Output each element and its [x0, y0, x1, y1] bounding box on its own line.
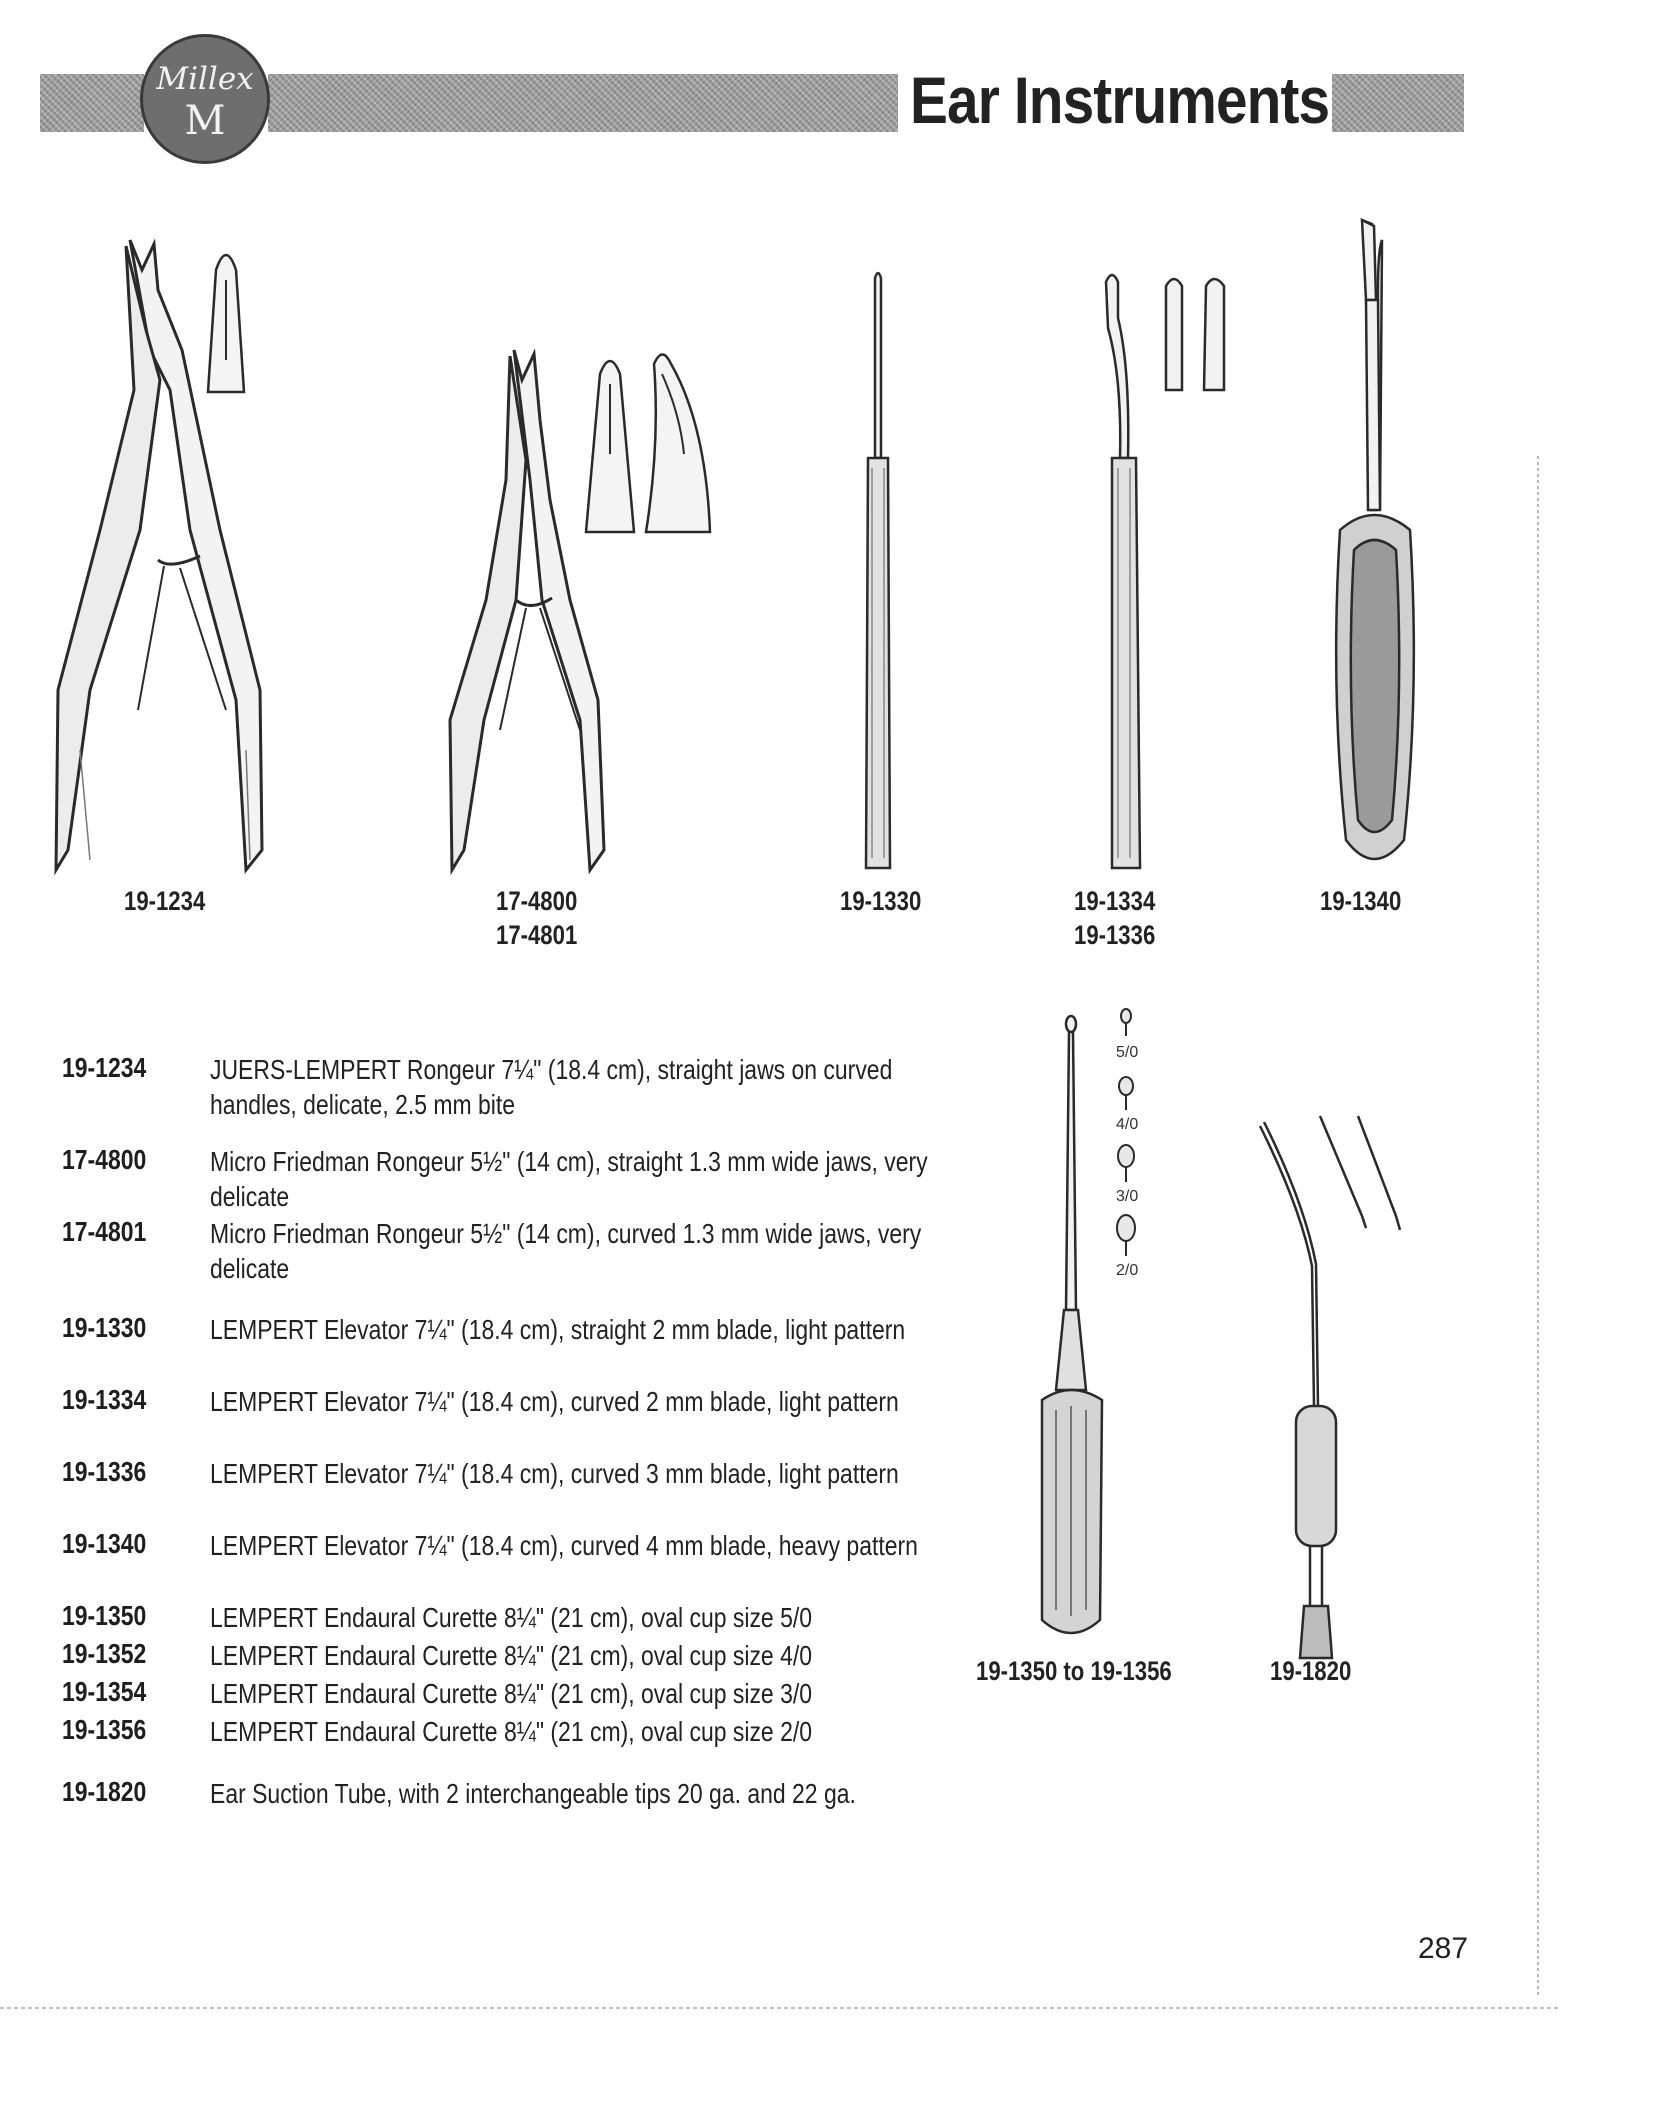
elevator-curved-drawing [1090, 268, 1150, 878]
item-description: LEMPERT Elevator 7¼" (18.4 cm), curved 3 mm blade, light pattern [210, 1458, 899, 1489]
cup-size-2-0: 2/0 [1116, 1262, 1139, 1279]
item-description: LEMPERT Endaural Curette 8¼" (21 cm), oval cup size 4/0 [210, 1640, 812, 1671]
item-code: 17-4800 [62, 1144, 147, 1175]
bottom-margin-rule [0, 2007, 1560, 2009]
header-bar-left [40, 74, 144, 132]
figure-label-19-1350-to-19-1356: 19-1350 to 19-1356 [976, 1656, 1172, 1686]
elevator-blade-detail-b [1200, 272, 1230, 396]
figure-label-19-1234: 19-1234 [124, 886, 206, 916]
rongeur-curved-tip-detail [640, 344, 716, 540]
figure-label-19-1336: 19-1336 [1074, 920, 1156, 950]
item-description: LEMPERT Endaural Curette 8¼" (21 cm), oval cup size 3/0 [210, 1678, 812, 1709]
item-code: 19-1336 [62, 1456, 147, 1487]
item-description: Micro Friedman Rongeur 5½" (14 cm), straight 1.3 mm wide jaws, very delicate [210, 1146, 928, 1212]
item-code: 19-1352 [62, 1638, 147, 1669]
item-description: LEMPERT Elevator 7¼" (18.4 cm), curved 4 mm blade, heavy pattern [210, 1530, 918, 1561]
figure-label-19-1820: 19-1820 [1270, 1656, 1352, 1686]
item-description: LEMPERT Endaural Curette 8¼" (21 cm), oval cup size 5/0 [210, 1602, 812, 1633]
item-description: JUERS-LEMPERT Rongeur 7¼" (18.4 cm), straight jaws on curved handles, delicate, 2.5 mm bite [210, 1054, 893, 1120]
right-margin-rule [1537, 456, 1539, 1996]
elevator-blade-detail-a [1162, 272, 1186, 396]
item-code: 19-1334 [62, 1384, 147, 1415]
item-code: 19-1350 [62, 1600, 147, 1631]
figure-label-19-1330: 19-1330 [840, 886, 922, 916]
item-description: Ear Suction Tube, with 2 interchangeable tips 20 ga. and 22 ga. [210, 1778, 856, 1809]
item-description: Micro Friedman Rongeur 5½" (14 cm), curved 1.3 mm wide jaws, very delicate [210, 1218, 922, 1284]
cup-size-3-0: 3/0 [1116, 1188, 1139, 1205]
item-code: 19-1340 [62, 1528, 147, 1559]
item-code: 19-1354 [62, 1676, 147, 1707]
ear-suction-tube-drawing [1250, 1106, 1430, 1666]
item-description: LEMPERT Elevator 7¼" (18.4 cm), curved 2 mm blade, light pattern [210, 1386, 899, 1417]
page-number: 287 [1418, 1932, 1469, 1965]
header-bar-right [1332, 74, 1464, 132]
rongeur-tip-detail-drawing [202, 240, 252, 400]
item-description: LEMPERT Endaural Curette 8¼" (21 cm), oval cup size 2/0 [210, 1716, 812, 1747]
page-title: Ear Instruments [910, 63, 1330, 137]
logo-monogram: M [184, 97, 226, 144]
logo-script: Millex [156, 60, 254, 97]
item-code: 19-1820 [62, 1776, 147, 1807]
figure-label-19-1340: 19-1340 [1320, 886, 1402, 916]
elevator-heavy-drawing [1320, 210, 1430, 880]
item-code: 19-1330 [62, 1312, 147, 1343]
milex-logo [140, 34, 270, 164]
item-description: LEMPERT Elevator 7¼" (18.4 cm), straight 2 mm blade, light pattern [210, 1314, 906, 1345]
rongeur-juers-lempert-drawing [50, 230, 300, 880]
curette-drawing [1026, 1010, 1116, 1650]
item-code: 17-4801 [62, 1216, 147, 1247]
header-bar-middle [268, 74, 898, 132]
rongeur-straight-tip-detail [582, 344, 638, 540]
item-code: 19-1356 [62, 1714, 147, 1745]
elevator-straight-drawing [858, 268, 898, 878]
cup-size-5-0: 5/0 [1116, 1044, 1139, 1061]
item-code: 19-1234 [62, 1052, 147, 1083]
figure-label-19-1334: 19-1334 [1074, 886, 1156, 916]
cup-size-4-0: 4/0 [1116, 1116, 1139, 1133]
figure-label-17-4800: 17-4800 [496, 886, 578, 916]
figure-label-17-4801: 17-4801 [496, 920, 578, 950]
